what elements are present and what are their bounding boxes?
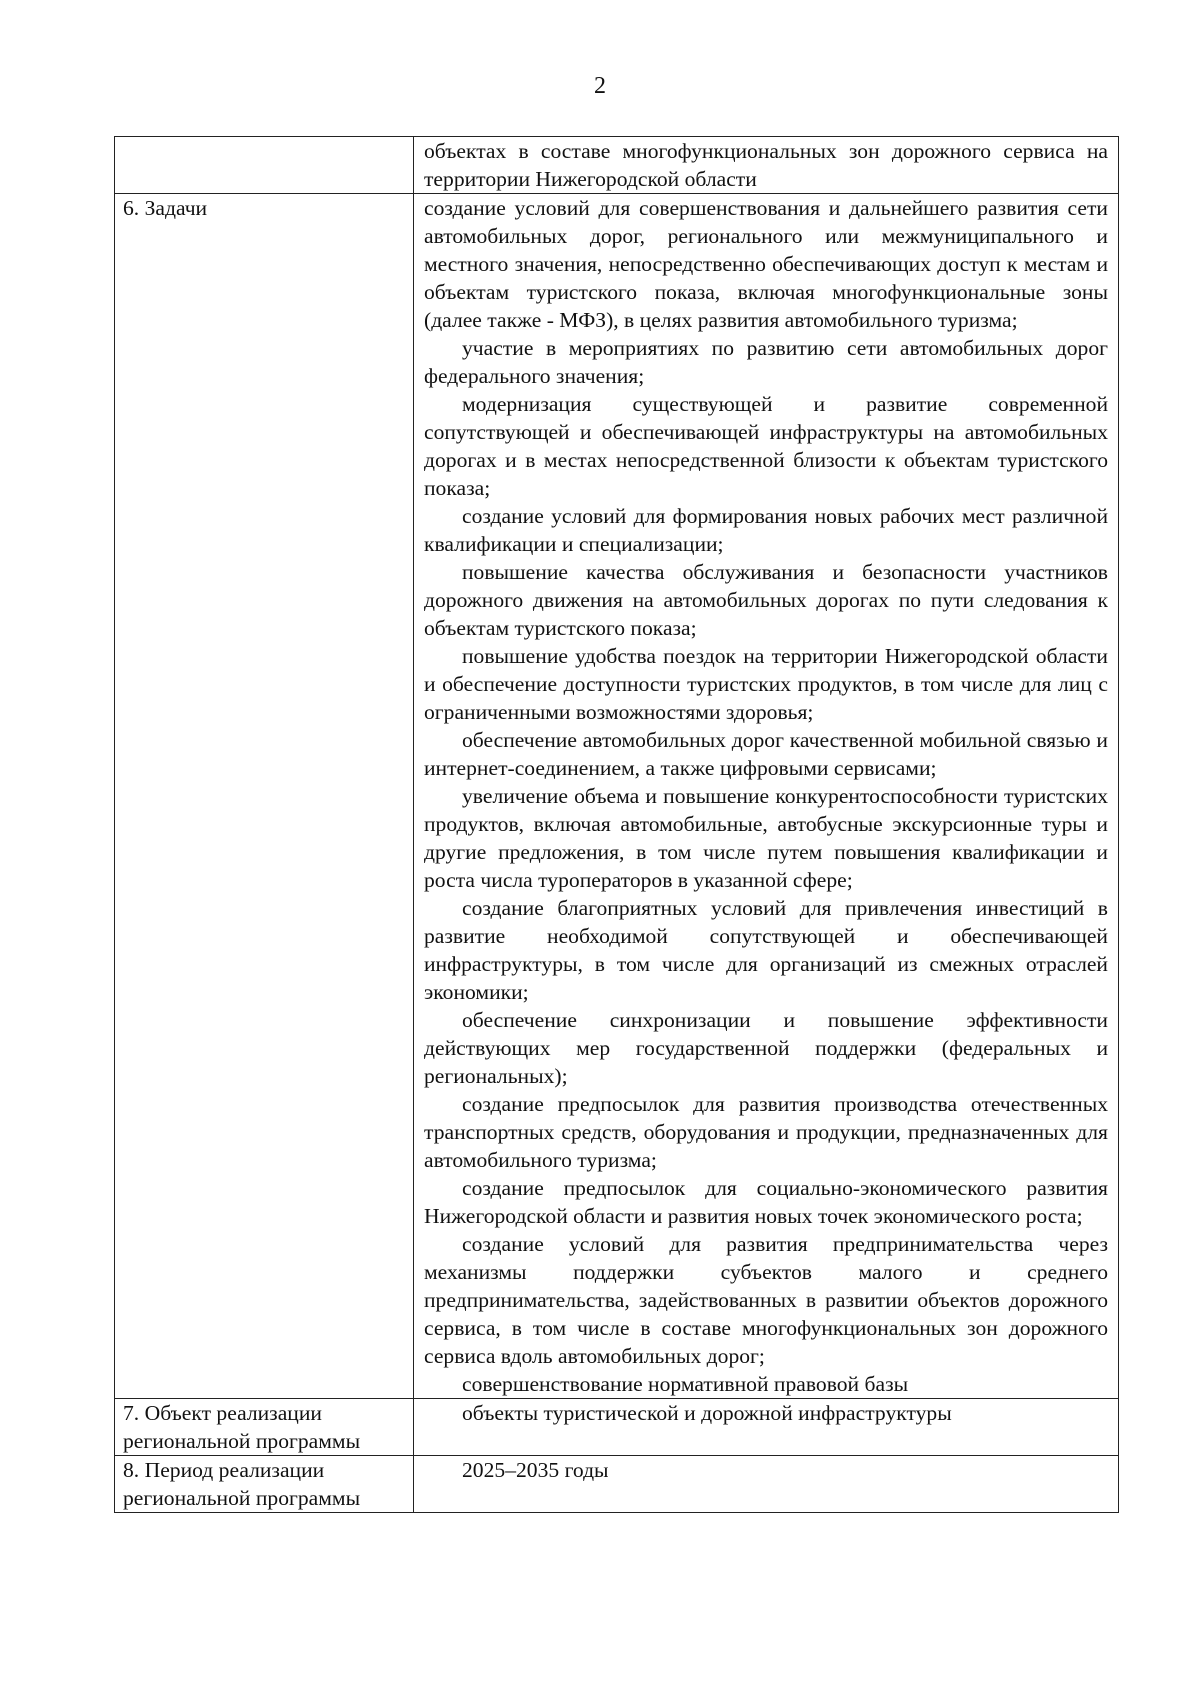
row-paragraph: создание условий для формирования новых рабочих мест различной квалификации и специализации; — [424, 504, 1108, 556]
row-paragraph: объекты туристической и дорожной инфраструктуры — [462, 1401, 952, 1425]
row-content-cell — [414, 194, 1119, 1399]
row-paragraph: увеличение объема и повышение конкурентоспособности туристских продуктов, включая автомобильные, автобусные экскурсионные туры и другие предложения, в том числе путем повышения квалификации и роста числа туроператоров в указанной сфере; — [424, 784, 1108, 892]
row-label: 7. Объект реализации региональной программы — [123, 1401, 361, 1453]
row-paragraph: объектах в составе многофункциональных зон дорожного сервиса на территории Нижегородской области — [424, 139, 1108, 191]
row-paragraph: создание условий для развития предпринимательства через механизмы поддержки субъектов малого и среднего предпринимательства, задействованных в развитии объектов дорожного сервиса, в том числе в составе многофункциональных зон дорожного сервиса вдоль автомобильных дорог; — [424, 1232, 1108, 1368]
row-content-cell — [414, 1456, 1119, 1513]
page-number: 2 — [594, 73, 606, 99]
row-label-cell — [115, 194, 414, 1399]
passport-table — [114, 136, 1119, 1513]
row-paragraph: 2025–2035 годы — [462, 1458, 609, 1482]
row-label: 8. Период реализации региональной программы — [123, 1458, 361, 1510]
row-label-cell — [115, 1399, 414, 1456]
row-paragraph: создание предпосылок для социально-экономического развития Нижегородской области и развития новых точек экономического роста; — [424, 1176, 1108, 1228]
row-label: 6. Задачи — [123, 196, 208, 220]
row-content-cell — [414, 1399, 1119, 1456]
table-row — [115, 194, 1119, 1399]
row-paragraph: участие в мероприятиях по развитию сети автомобильных дорог федерального значения; — [424, 336, 1108, 388]
table-row — [115, 1456, 1119, 1513]
row-paragraph: повышение качества обслуживания и безопасности участников дорожного движения на автомобильных дорогах по пути следования к объектам туристского показа; — [424, 560, 1108, 640]
row-label-cell — [115, 137, 414, 194]
row-paragraph: повышение удобства поездок на территории Нижегородской области и обеспечение доступности туристских продуктов, в том числе для лиц с ограниченными возможностями здоровья; — [424, 644, 1108, 724]
table-row — [115, 1399, 1119, 1456]
row-content-cell — [414, 137, 1119, 194]
passport-table-body — [115, 137, 1119, 1513]
row-paragraph: обеспечение автомобильных дорог качественной мобильной связью и интернет-соединением, а также цифровыми сервисами; — [424, 728, 1108, 780]
row-paragraph: совершенствование нормативной правовой базы — [462, 1372, 909, 1396]
row-paragraph: создание предпосылок для развития производства отечественных транспортных средств, оборудования и продукции, предназначенных для автомобильного туризма; — [424, 1092, 1108, 1172]
row-paragraph: создание благоприятных условий для привлечения инвестиций в развитие необходимой сопутствующей и обеспечивающей инфраструктуры, в том числе для организаций из смежных отраслей экономики; — [424, 896, 1108, 1004]
row-paragraph: обеспечение синхронизации и повышение эффективности действующих мер государственной поддержки (федеральных и региональных); — [424, 1008, 1108, 1088]
row-label-cell — [115, 1456, 414, 1513]
table-row — [115, 137, 1119, 194]
row-paragraph: модернизация существующей и развитие современной сопутствующей и обеспечивающей инфраструктуры на автомобильных дорогах и в местах непосредственной близости к объектам туристского показа; — [424, 392, 1108, 500]
row-paragraph: создание условий для совершенствования и дальнейшего развития сети автомобильных дорог, регионального или межмуниципального и местного значения, непосредственно обеспечивающих доступ к местам и объектам туристского показа, включая многофункциональные зоны (далее также - МФЗ), в целях развития автомобильного туризма; — [424, 196, 1108, 332]
